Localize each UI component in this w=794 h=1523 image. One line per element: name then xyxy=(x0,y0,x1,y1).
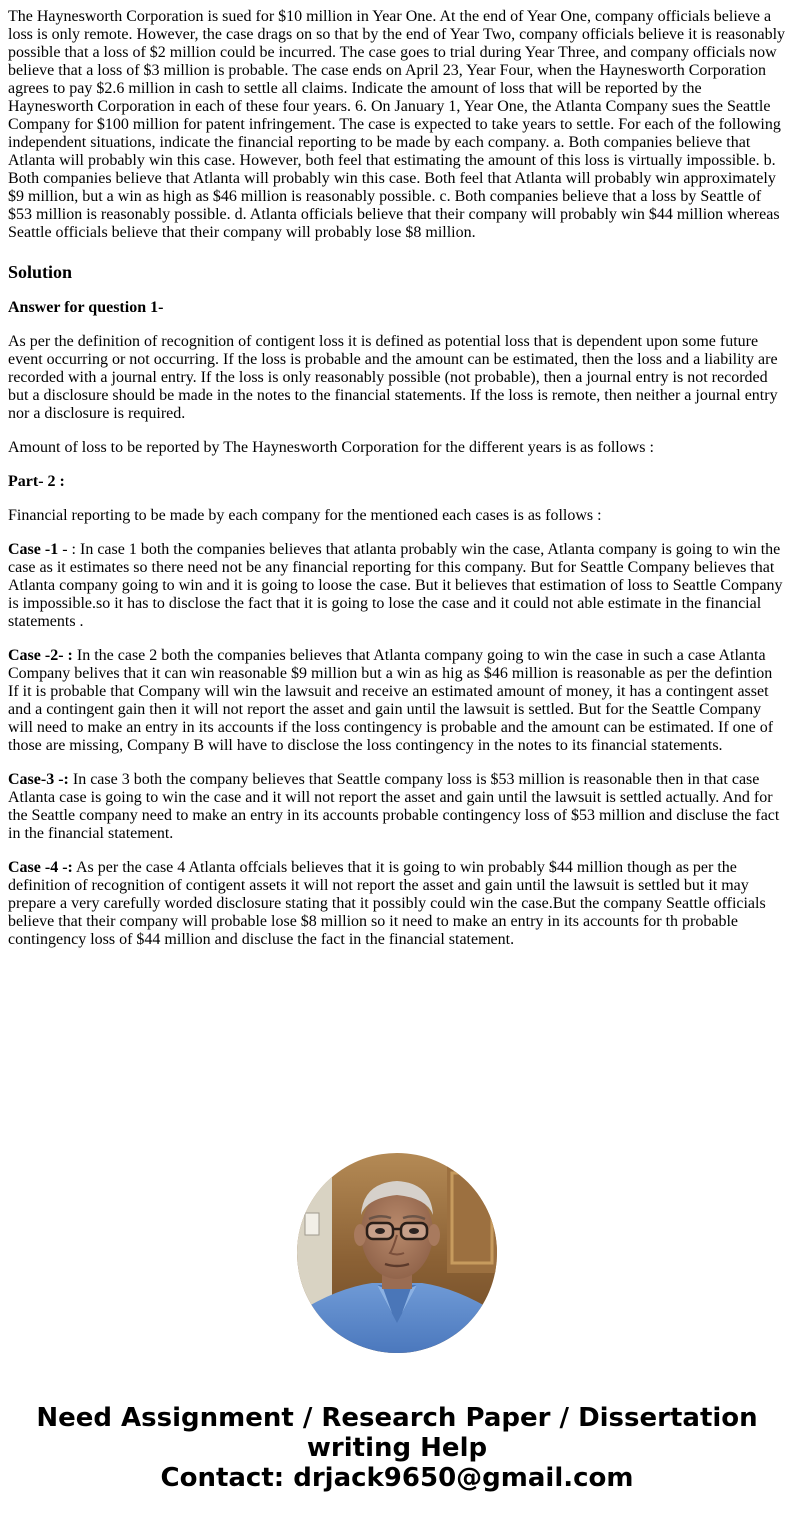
case-3-text: In case 3 both the company believes that Seattle company loss is $53 million is reasonable then in that case Atlanta case is going to win the case and it will not report the asset and gain until the lawsuit is settled actually. And for the Seattle company need to make an entry in its accounts probable contingency loss of $53 million and discluse the fact in the financial statement. xyxy=(8,771,780,842)
case-4-label: Case -4 -: xyxy=(8,859,73,876)
case-4-text: As per the case 4 Atlanta offcials believes that it is going to win probably $44 million though as per the definition of recognition of contigent assets it will not report the asset and gain until the lawsuit is settled but it may prepare a very carefully worded disclosure stating that it possibly could win the case.But the company Seattle officials believe that their company will probable lose $8 million so it need to make an entry in its accounts for th probable contingency loss of $44 million and discluse the fact in the financial statement. xyxy=(8,859,766,948)
promo-line-2: writing Help xyxy=(306,1433,488,1463)
case-3-paragraph xyxy=(8,771,786,843)
promo-line-1: Need Assignment / Research Paper / Dissertation xyxy=(36,1403,758,1433)
document-body xyxy=(8,8,786,965)
case-4-paragraph xyxy=(8,859,786,949)
author-portrait-image xyxy=(297,1153,497,1353)
answer1-heading: Answer for question 1- xyxy=(8,299,164,316)
solution-heading: Solution xyxy=(8,262,73,282)
definition-paragraph: As per the definition of recognition of contigent loss it is defined as potential loss that is dependent upon some future event occurring or not occurring. If the loss is probable and the amount can be estimated, then the loss and a liability are recorded with a journal entry. If the loss is only reasonably possible (not probable), then a journal entry is not recorded but a disclosure should be made in the notes to the financial statements. If the loss is remote, then neither a journal entry nor a disclosure is required. xyxy=(8,333,778,422)
promo-contact: Contact: drjack9650@gmail.com xyxy=(160,1463,634,1493)
question-text: The Haynesworth Corporation is sued for $10 million in Year One. At the end of Year One, company officials believe a loss is only remote. However, the case drags on so that by the end of Year Two, company officials believe it is reasonably possible that a loss of $2 million could be incurred. The case goes to trial during Year Three, and company officials now believe that a loss of $3 million is probable. The case ends on April 23, Year Four, when the Haynesworth Corporation agrees to pay $2.6 million in cash to settle all claims. Indicate the amount of loss that will be reported by the Haynesworth Corporation in each of these four years. 6. On January 1, Year One, the Atlanta Company sues the Seattle Company for $100 million for patent infringement. The case is expected to take years to settle. For each of the following independent situations, indicate the financial reporting to be made by each company. a. Both companies believe that Atlanta will probably win this case. However, both feel that estimating the amount of this loss is virtually impossible. b. Both companies believe that Atlanta will probably win this case. Both feel that Atlanta will probably win approximately $9 million, but a win as high as $46 million is reasonably possible. c. Both companies believe that a loss by Seattle of $53 million is reasonably possible. d. Atlanta officials believe that their company will probably win $44 million whereas Seattle officials believe that their company will probably lose $8 million. xyxy=(8,8,786,241)
case-2-label: Case -2- : xyxy=(8,647,73,664)
amount-intro: Amount of loss to be reported by The Haynesworth Corporation for the different years is as follows : xyxy=(8,439,654,456)
case-1-paragraph xyxy=(8,541,786,631)
part2-intro: Financial reporting to be made by each company for the mentioned each cases is as follows : xyxy=(8,507,602,524)
promo-banner xyxy=(0,1403,794,1493)
part2-label-paragraph xyxy=(8,473,786,491)
case-2-paragraph xyxy=(8,647,786,755)
case-3-label: Case-3 -: xyxy=(8,771,69,788)
case-1-label: Case -1 xyxy=(8,541,59,558)
author-avatar xyxy=(297,1153,497,1353)
part2-label: Part- 2 : xyxy=(8,473,65,490)
case-1-text: - : In case 1 both the companies believes that atlanta probably win the case, Atlanta company is going to win the case as it estimates so there need not be any financial reporting for this company. But for Seattle Company believes that Atlanta company going to win and it is going to loose the case. But it believes that estimation of loss to Seattle Company is impossible.so it has to disclose the fact that it is going to lose the case and it could not able estimate in the financial statements . xyxy=(8,541,783,630)
case-2-text: In the case 2 both the companies believes that Atlanta company going to win the case in such a case Atlanta Company belives that it can win reasonable $9 million but a win as hig as $46 million is reasonable as per the defintion If it is probable that Company will win the lawsuit and receive an estimated amount of money, it has a contingent asset and a contingent gain then it will not report the asset and gain until the lawsuit is settled. But for the Seattle Company will need to make an entry in its accounts if the loss contingency is probable and the amount can be estimated. If one of those are missing, Company B will have to disclose the loss contingency in the notes to its financial statements. xyxy=(8,647,774,754)
